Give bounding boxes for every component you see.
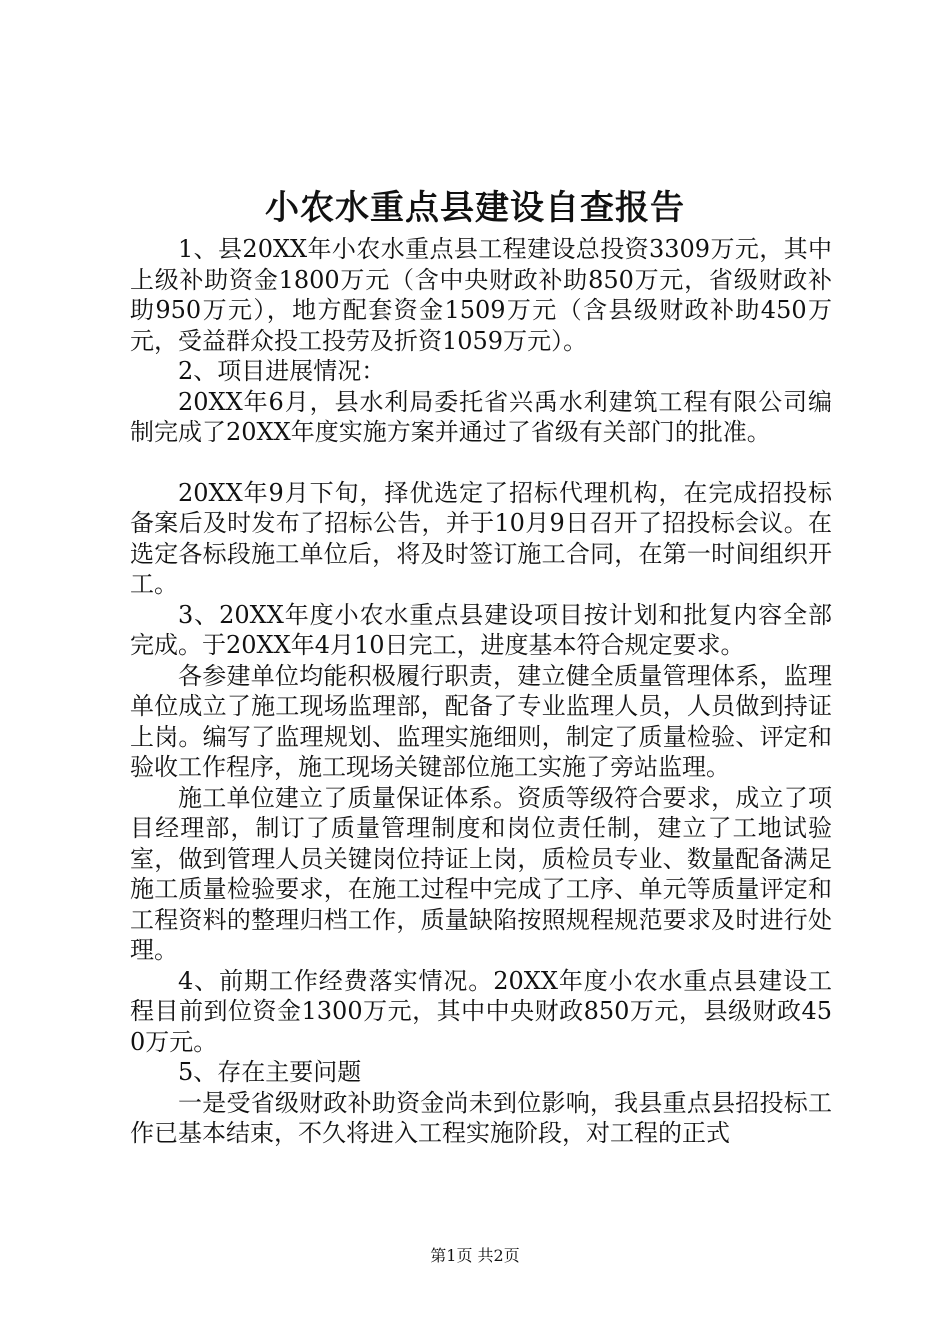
paragraph-6: 各参建单位均能积极履行职责，建立健全质量管理体系，监理单位成立了施工现场监理部，配备了专业监理人员，人员做到持证上岗。编写了监理规划、监理实施细则，制定了质量检验、评定和验收工作程序，施工现场关键部位施工实施了旁站监理。 <box>130 661 832 781</box>
paragraph-5: 3、20XX年度小农水重点县建设项目按计划和批复内容全部完成。于20XX年4月10日完工，进度基本符合规定要求。 <box>130 600 832 659</box>
paragraph-9: 5、存在主要问题 <box>178 1058 362 1086</box>
paragraph-8: 4、前期工作经费落实情况。20XX年度小农水重点县建设工程目前到位资金1300万元，其中中央财政850万元，县级财政450万元。 <box>130 966 832 1056</box>
paragraph-4: 20XX年9月下旬，择优选定了招标代理机构，在完成招投标备案后及时发布了招标公告，并于10月9日召开了招投标会议。在选定各标段施工单位后，将及时签订施工合同，在第一时间组织开工。 <box>130 478 832 598</box>
paragraph-1: 1、县20XX年小农水重点县工程建设总投资3309万元，其中上级补助资金1800万元（含中央财政补助850万元，省级财政补助950万元），地方配套资金1509万元（含县级财政补助450万元，受益群众投工投劳及折资1059万元）。 <box>130 235 832 355</box>
paragraph-3: 20XX年6月，县水利局委托省兴禹水利建筑工程有限公司编制完成了20XX年度实施方案并通过了省级有关部门的批准。 <box>130 387 832 446</box>
paragraph-7: 施工单位建立了质量保证体系。资质等级符合要求，成立了项目经理部，制订了质量管理制度和岗位责任制，建立了工地试验室，做到管理人员关键岗位持证上岗，质检员专业、数量配备满足施工质量检验要求，在施工过程中完成了工序、单元等质量评定和工程资料的整理归档工作，质量缺陷按照规程规范要求及时进行处理。 <box>130 783 832 964</box>
document-title: 小农水重点县建设自查报告 <box>265 188 685 228</box>
paragraph-2: 2、项目进展情况： <box>178 357 386 385</box>
paragraph-10: 一是受省级财政补助资金尚未到位影响，我县重点县招投标工作已基本结束，不久将进入工程实施阶段，对工程的正式 <box>130 1088 832 1147</box>
document-body <box>130 234 832 1149</box>
page-number-footer: 第1页 共2页 <box>430 1246 520 1265</box>
